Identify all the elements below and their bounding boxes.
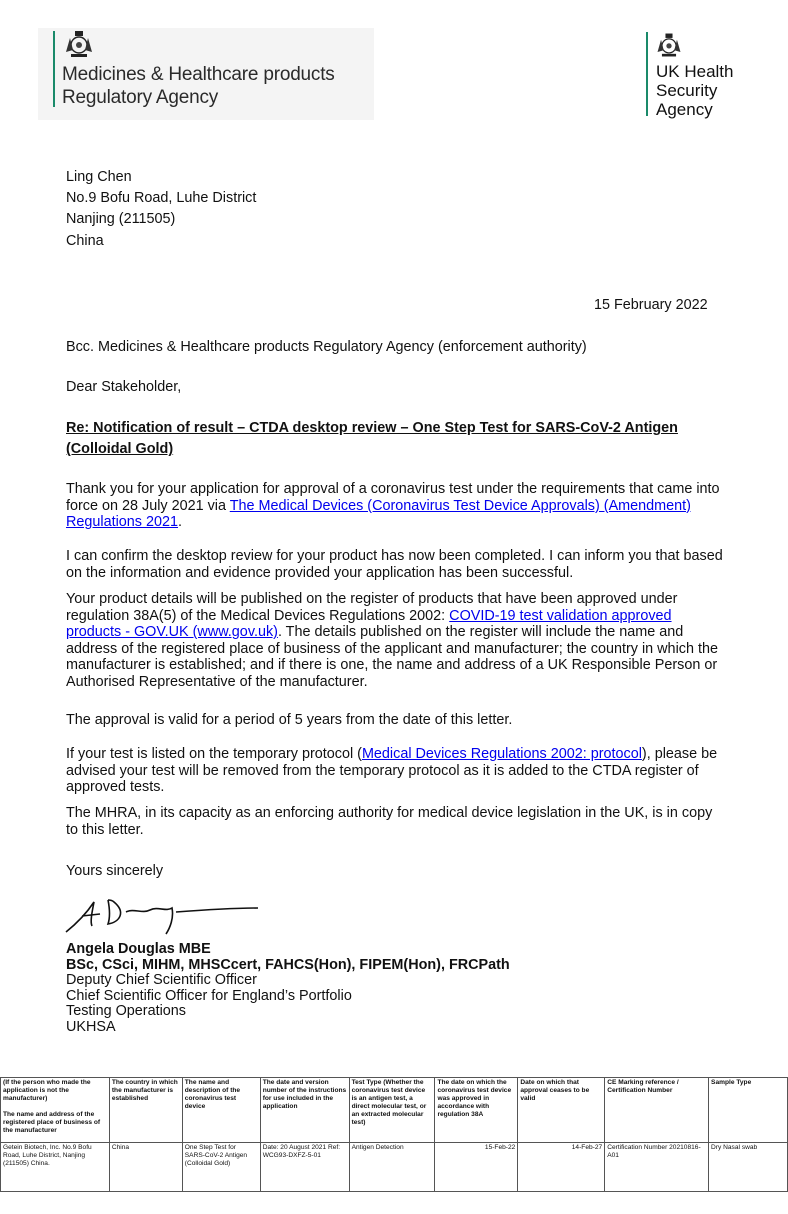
royal-crest-icon [654,32,684,58]
table-header-cell: Date on which that approval ceases to be valid [518,1078,605,1143]
header-text: (If the person who made the application is not the manufacturer) [3,1079,91,1102]
table-cell: Antigen Detection [349,1143,435,1192]
table-cell: 15-Feb-22 [435,1143,518,1192]
paragraph-text: Thank you for your application for approval of a coronavirus test under the requirements that came into force on 28 July 2021 via [66,481,720,514]
recipient-city: Nanjing (211505) [66,211,176,227]
paragraph-application [66,481,726,531]
table-cell: Dry Nasal swab [709,1143,788,1192]
mhra-name-line1: Medicines & Healthcare products [62,64,335,85]
table-header-cell: The name and description of the coronavirus test device [182,1078,260,1143]
subject-line-1: Re: Notification of result – CTDA desktop review – One Step Test for SARS-CoV-2 Antigen [66,420,678,436]
signatory-credentials: BSc, CSci, MIHM, MHSCcert, FAHCS(Hon), FIPEM(Hon), FRCPath [66,957,510,973]
salutation: Dear Stakeholder, [66,379,182,395]
table-cell: 14-Feb-27 [518,1143,605,1192]
closing: Yours sincerely [66,863,164,879]
mhra-logo [38,28,374,120]
table-header-row [1,1078,788,1143]
signatory-title-3: Testing Operations [66,1003,186,1019]
signatory-title-2: Chief Scientific Officer for England’s Portfolio [66,988,352,1004]
ukhsa-name-line1: UK Health [656,62,734,81]
mhra-name-line2: Regulatory Agency [62,87,219,108]
table-cell: China [109,1143,182,1192]
signatory-title-1: Deputy Chief Scientific Officer [66,972,257,988]
protocol-link[interactable]: Medical Devices Regulations 2002: protocol [361,746,642,762]
table-header-cell: The date and version number of the instructions for use included in the application [260,1078,349,1143]
table-header-cell: Sample Type [709,1078,788,1143]
paragraph-confirmation: I can confirm the desktop review for your product has now been completed. I can inform you that based on the information and evidence provided your application has been successful. [66,548,723,581]
paragraph-text: . The details published on the register will include the name and address of the registered place of business of the applicant and manufacturer; the country in which the manufacturer is established; and if there is one, the name and address of a UK Responsible Person or Authorised Representative of the manufacturer. [66,624,718,690]
logo-divider [53,31,55,107]
table-cell: Date: 20 August 2021 Ref: WCG93-DXFZ-5-01 [260,1143,349,1192]
paragraph-register [66,591,726,691]
paragraph-text: Your product details will be published on the register of products that have been approved under regulation 38A(5) of the Medical Devices Regulations 2002: [66,591,678,624]
regulations-link[interactable]: The Medical Devices (Coronavirus Test Device Approvals) (Amendment) Regulations 2021 [66,497,691,531]
paragraph-validity: The approval is valid for a period of 5 years from the date of this letter. [66,712,513,728]
table-header-cell: Test Type (Whether the coronavirus test device is an antigen test, a direct molecular test, or an extracted molecular test) [349,1078,435,1143]
table-cell: One Step Test for SARS-CoV-2 Antigen (Colloidal Gold) [182,1143,260,1192]
ukhsa-logo [646,30,746,120]
table-header-cell: The date on which the coronavirus test device was approved in accordance with regulation 38A [435,1078,518,1143]
paragraph-protocol [66,746,726,796]
table-cell: Getein Biotech, Inc. No.9 Bofu Road, Luhe District, Nanjing (211505) China. [1,1143,110,1192]
table-header-cell: The country in which the manufacturer is established [109,1078,182,1143]
paragraph-text: ), please be advised your test will be removed from the temporary protocol as it is added to the CTDA register of approved tests. [66,746,718,796]
signatory-org: UKHSA [66,1019,116,1035]
table-header-cell: CE Marking reference / Certification Number [605,1078,709,1143]
govuk-register-link[interactable]: COVID-19 test validation approved products - GOV.UK (www.gov.uk) [66,607,672,641]
recipient-country: China [66,233,104,249]
subject-line-2: (Colloidal Gold) [66,441,174,457]
paragraph-text: If your test is listed on the temporary protocol ( [66,746,362,762]
recipient-name: Ling Chen [66,169,132,185]
table-cell: Certification Number 20210816-A01 [605,1143,709,1192]
table-header-cell [1,1078,110,1143]
royal-crest-icon [62,30,96,58]
logo-divider [646,32,648,116]
paragraph-text: . [178,514,183,531]
bcc-line: Bcc. Medicines & Healthcare products Regulatory Agency (enforcement authority) [66,339,587,355]
table-row [1,1143,788,1192]
paragraph-mhra-copy: The MHRA, in its capacity as an enforcing authority for medical device legislation in the UK, is in copy to this letter. [66,805,713,838]
register-table [0,1077,788,1192]
handwritten-signature [62,894,262,938]
ukhsa-name-line3: Agency [656,100,713,119]
header-text: The name and address of the registered place of business of the manufacturer [3,1111,101,1134]
signatory-name: Angela Douglas MBE [66,941,211,957]
ukhsa-name-line2: Security [656,81,718,100]
letter-date: 15 February 2022 [594,297,708,313]
recipient-street: No.9 Bofu Road, Luhe District [66,190,257,206]
